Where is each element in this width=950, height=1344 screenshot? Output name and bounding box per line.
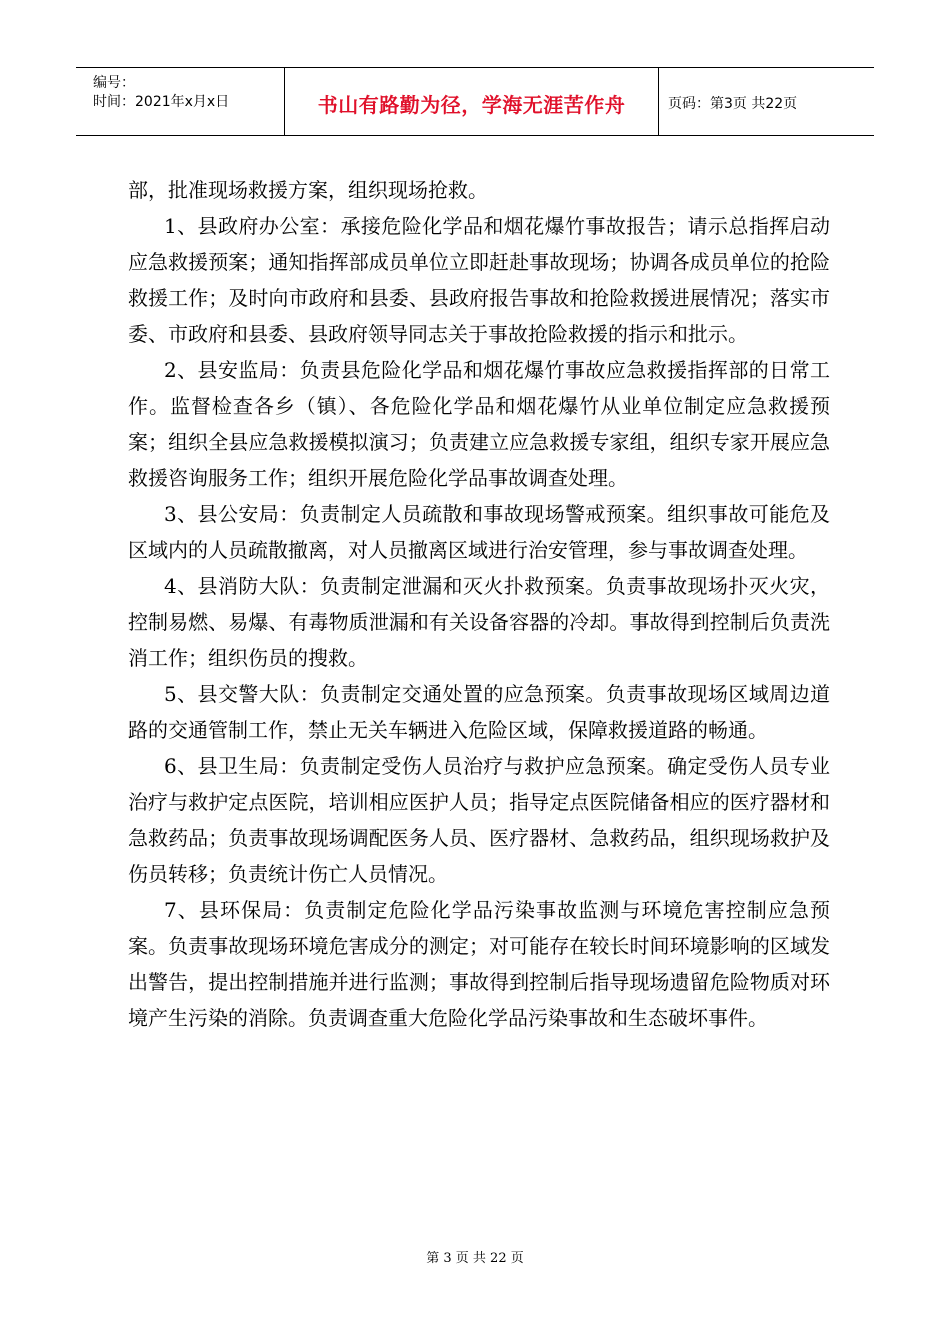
- paragraph-public-security: 3、县公安局：负责制定人员疏散和事故现场警戒预案。组织事故可能危及区域内的人员疏散撤离，对人员撤离区域进行治安管理，参与事故调查处理。: [128, 502, 830, 562]
- paragraph-traffic-police: 5、县交警大队：负责制定交通处置的应急预案。负责事故现场区域周边道路的交通管制工作，禁止无关车辆进入危险区域，保障救援道路的畅通。: [128, 682, 830, 742]
- paragraph-environment-bureau: 7、县环保局：负责制定危险化学品污染事故监测与环境危害控制应急预案。负责事故现场环境危害成分的测定；对可能存在较长时间环境影响的区域发出警告，提出控制措施并进行监测；事故得到控制后指导现场遗留危险物质对环境产生污染的消除。负责调查重大危险化学品污染事故和生态破坏事件。: [128, 898, 830, 1030]
- paragraph-county-office: 1、县政府办公室：承接危险化学品和烟花爆竹事故报告；请示总指挥启动应急救援预案；通知指挥部成员单位立即赶赴事故现场；协调各成员单位的抢险救援工作；及时向市政府和县委、县政府报告事故和抢险救援进展情况；落实市委、市政府和县委、县政府领导同志关于事故抢险救援的指示和批示。: [128, 214, 830, 346]
- paragraph-safety-bureau: 2、县安监局：负责县危险化学品和烟花爆竹事故应急救援指挥部的日常工作。监督检查各乡（镇）、各危险化学品和烟花爆竹从业单位制定应急救援预案；组织全县应急救援模拟演习；负责建立应急救援专家组，组织专家开展应急救援咨询服务工作；组织开展危险化学品事故调查处理。: [128, 358, 830, 490]
- paragraph-fire-brigade: 4、县消防大队：负责制定泄漏和灭火扑救预案。负责事故现场扑灭火灾，控制易燃、易爆、有毒物质泄漏和有关设备容器的冷却。事故得到控制后负责洗消工作；组织伤员的搜救。: [128, 574, 830, 670]
- header-motto: 书山有路勤为径，学海无涯苦作舟: [285, 68, 659, 135]
- paragraph-health-bureau: 6、县卫生局：负责制定受伤人员治疗与救护应急预案。确定受伤人员专业治疗与救护定点医院，培训相应医护人员；指导定点医院储备相应的医疗器材和急救药品；负责事故现场调配医务人员、医疗器材、急救药品，组织现场救护及伤员转移；负责统计伤亡人员情况。: [128, 754, 830, 886]
- number-label: 编号：: [93, 75, 135, 91]
- document-body: [128, 172, 830, 1036]
- header-table: [76, 67, 874, 136]
- date-label: 时间：2021年x月x日: [93, 94, 230, 110]
- header-meta: [76, 68, 285, 135]
- paragraph-continuation: 部，批准现场救援方案，组织现场抢救。: [128, 178, 488, 202]
- header-page-label: 页码：第3页 共22页: [668, 95, 798, 112]
- page-footer: 第 3 页 共 22 页: [426, 1251, 524, 1266]
